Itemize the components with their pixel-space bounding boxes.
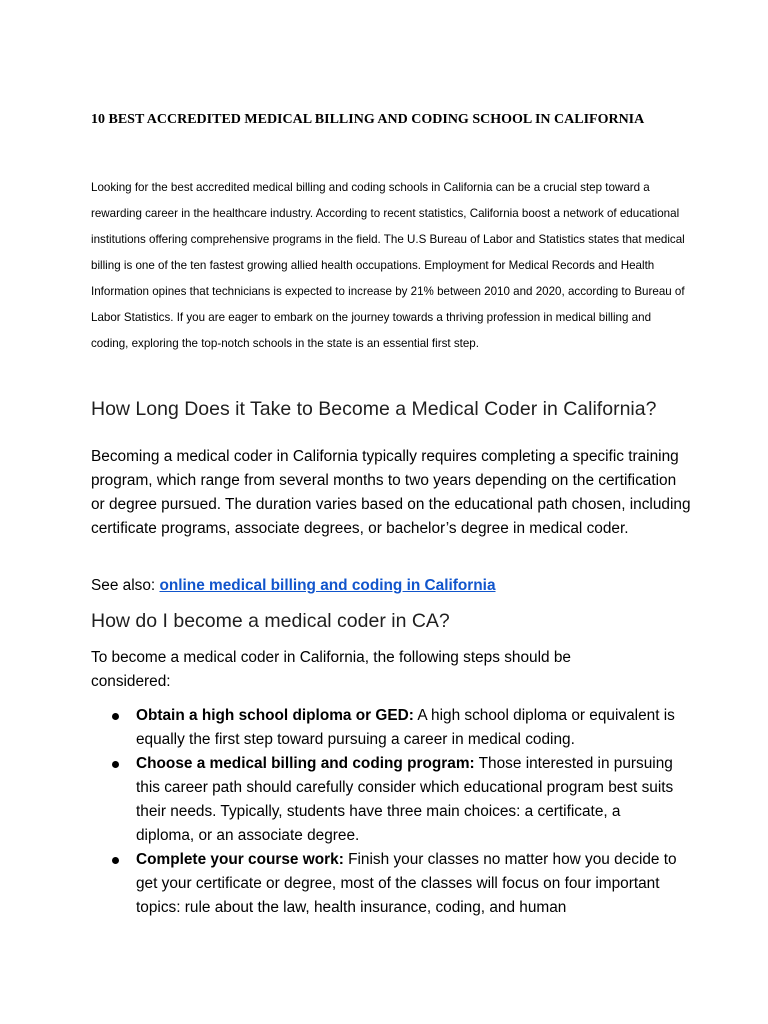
document-title: 10 BEST ACCREDITED MEDICAL BILLING AND CODING SCHOOL IN CALIFORNIA [91,112,645,127]
bullet-icon [112,857,119,864]
list-item [136,752,681,848]
step-text: A high school diploma or equivalent is equally the first step toward pursuing a career in medical coding. [136,707,675,748]
see-also-line [91,574,691,598]
step-text: Finish your classes no matter how you decide to get your certificate or degree, most of the classes will focus on four important topics: rule about the law, health insurance, coding, and human [136,851,677,916]
step-lead: Choose a medical billing and coding program: [136,755,475,772]
step-text: Those interested in pursuing this career path should carefully consider which educational program best suits their needs. Typically, students have three main choices: a certificate, a diploma, or an associate degree. [136,755,674,844]
list-item [136,848,681,920]
step-lead: Obtain a high school diploma or GED: [136,707,414,724]
steps-list [136,704,681,920]
bullet-icon [112,761,119,768]
list-item [136,704,681,752]
section-heading-become: How do I become a medical coder in CA? [91,610,450,632]
see-also-label: See also: [91,577,156,594]
step-lead: Complete your course work: [136,851,344,868]
see-also-link[interactable]: online medical billing and coding in California [159,577,496,594]
intro-paragraph: Looking for the best accredited medical billing and coding schools in California can be a crucial step toward a rewarding career in the healthcare industry. According to recent statistics, California boost a network of educational institutions offering comprehensive programs in the field. The U.S Bureau of Labor and Statistics states that medical billing is one of the ten fastest growing allied health occupations. Employment for Medical Records and Health Information opines that technicians is expected to increase by 21% between 2010 and 2020, according to Bureau of Labor Statistics. If you are eager to embark on the journey towards a thriving profession in medical billing and coding, exploring the top-notch schools in the state is an essential first step. [91,181,685,350]
bullet-icon [112,713,119,720]
steps-intro-paragraph: To become a medical coder in California, the following steps should be considered: [91,649,571,690]
duration-paragraph: Becoming a medical coder in California typically requires completing a specific training program, which range from several months to two years depending on the certification or degree pursued. The duration varies based on the educational path chosen, including certificate programs, associate degrees, or bachelor’s degree in medical coder. [91,448,691,537]
section-heading-duration: How Long Does it Take to Become a Medical Coder in California? [91,398,657,420]
